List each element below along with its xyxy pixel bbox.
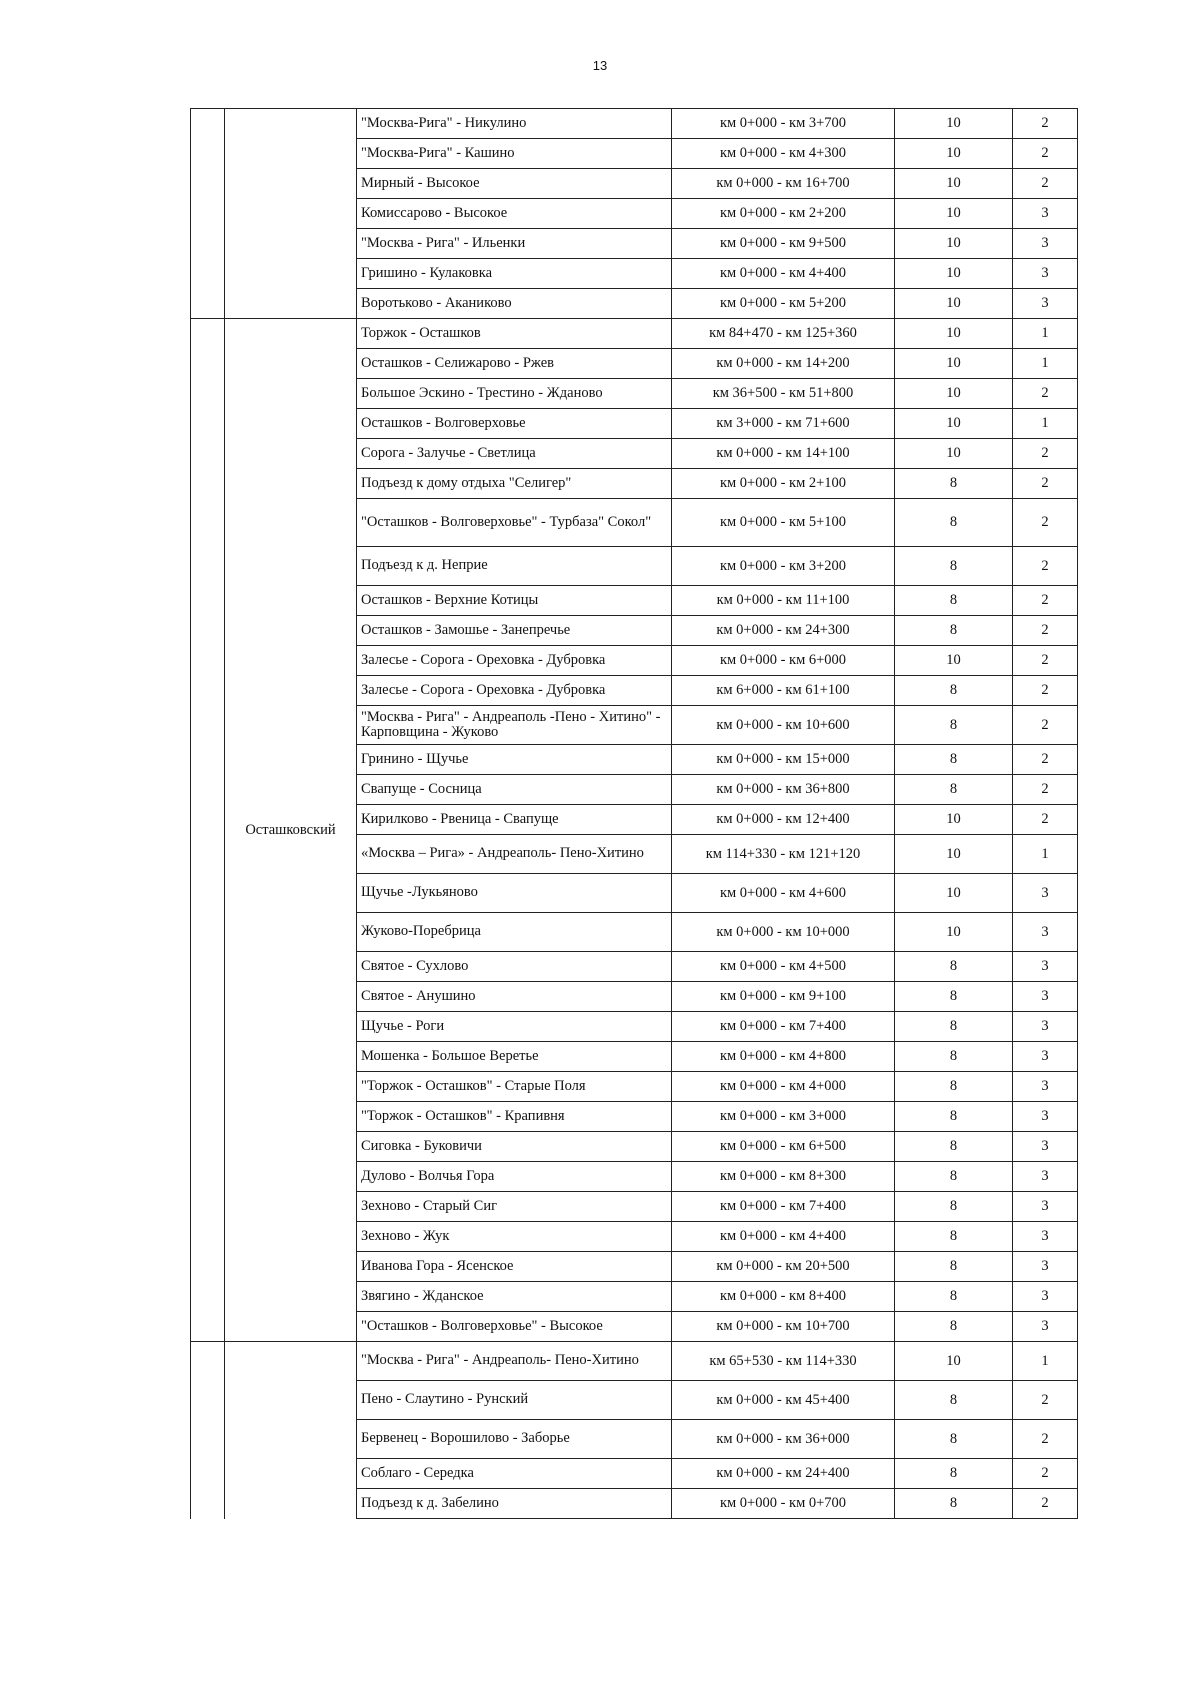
km-range-cell: км 0+000 - км 4+000 xyxy=(672,1072,895,1102)
road-name-cell: Сиговка - Буковичи xyxy=(357,1132,672,1162)
category-cell: 2 xyxy=(1013,1381,1078,1420)
km-range-cell: км 0+000 - км 2+200 xyxy=(672,199,895,229)
road-name-cell: Иванова Гора - Ясенское xyxy=(357,1252,672,1282)
width-cell: 10 xyxy=(895,139,1013,169)
road-name-cell: Святое - Анушино xyxy=(357,982,672,1012)
table-row xyxy=(191,1342,1078,1381)
width-cell: 8 xyxy=(895,616,1013,646)
width-cell: 10 xyxy=(895,109,1013,139)
width-cell: 10 xyxy=(895,349,1013,379)
width-cell: 8 xyxy=(895,1192,1013,1222)
category-cell: 3 xyxy=(1013,874,1078,913)
km-range-cell: км 0+000 - км 6+000 xyxy=(672,646,895,676)
road-name-cell: Осташков - Верхние Котицы xyxy=(357,586,672,616)
category-cell: 2 xyxy=(1013,586,1078,616)
km-range-cell: км 0+000 - км 3+200 xyxy=(672,547,895,586)
width-cell: 8 xyxy=(895,1162,1013,1192)
category-cell: 2 xyxy=(1013,469,1078,499)
width-cell: 8 xyxy=(895,1012,1013,1042)
category-cell: 1 xyxy=(1013,319,1078,349)
road-name-cell: Осташков - Волговерховье xyxy=(357,409,672,439)
width-cell: 10 xyxy=(895,409,1013,439)
road-name-cell: Жуково-Поребрица xyxy=(357,913,672,952)
width-cell: 8 xyxy=(895,745,1013,775)
km-range-cell: км 0+000 - км 3+000 xyxy=(672,1102,895,1132)
category-cell: 2 xyxy=(1013,646,1078,676)
width-cell: 10 xyxy=(895,805,1013,835)
road-name-cell: Подъезд к дому отдыха "Селигер" xyxy=(357,469,672,499)
width-cell: 8 xyxy=(895,1252,1013,1282)
km-range-cell: км 65+530 - км 114+330 xyxy=(672,1342,895,1381)
road-name-cell: Свапуще - Сосница xyxy=(357,775,672,805)
category-cell: 3 xyxy=(1013,1162,1078,1192)
width-cell: 10 xyxy=(895,1342,1013,1381)
km-range-cell: км 84+470 - км 125+360 xyxy=(672,319,895,349)
road-name-cell: Святое - Сухлово xyxy=(357,952,672,982)
category-cell: 2 xyxy=(1013,109,1078,139)
table-row xyxy=(191,109,1078,139)
category-cell: 3 xyxy=(1013,1222,1078,1252)
km-range-cell: км 0+000 - км 24+300 xyxy=(672,616,895,646)
km-range-cell: км 0+000 - км 15+000 xyxy=(672,745,895,775)
width-cell: 10 xyxy=(895,259,1013,289)
road-name-cell: Дулово - Волчья Гора xyxy=(357,1162,672,1192)
category-cell: 3 xyxy=(1013,199,1078,229)
category-cell: 2 xyxy=(1013,775,1078,805)
district-cell xyxy=(225,109,357,319)
road-name-cell: "Торжок - Осташков" - Старые Поля xyxy=(357,1072,672,1102)
road-name-cell: Торжок - Осташков xyxy=(357,319,672,349)
km-range-cell: км 0+000 - км 0+700 xyxy=(672,1489,895,1519)
width-cell: 10 xyxy=(895,379,1013,409)
category-cell: 3 xyxy=(1013,982,1078,1012)
road-name-cell: "Москва - Рига" - Андреаполь -Пено - Хитино" - Карповщина - Жуково xyxy=(357,706,672,745)
category-cell: 3 xyxy=(1013,289,1078,319)
category-cell: 3 xyxy=(1013,1072,1078,1102)
width-cell: 10 xyxy=(895,169,1013,199)
category-cell: 2 xyxy=(1013,706,1078,745)
width-cell: 8 xyxy=(895,1459,1013,1489)
width-cell: 8 xyxy=(895,1222,1013,1252)
km-range-cell: км 0+000 - км 3+700 xyxy=(672,109,895,139)
road-name-cell: Щучье - Роги xyxy=(357,1012,672,1042)
category-cell: 2 xyxy=(1013,379,1078,409)
width-cell: 8 xyxy=(895,586,1013,616)
km-range-cell: км 0+000 - км 8+400 xyxy=(672,1282,895,1312)
road-name-cell: Залесье - Сорога - Ореховка - Дубровка xyxy=(357,646,672,676)
km-range-cell: км 0+000 - км 11+100 xyxy=(672,586,895,616)
km-range-cell: км 0+000 - км 6+500 xyxy=(672,1132,895,1162)
category-cell: 1 xyxy=(1013,409,1078,439)
category-cell: 2 xyxy=(1013,499,1078,547)
road-name-cell: "Торжок - Осташков" - Крапивня xyxy=(357,1102,672,1132)
km-range-cell: км 0+000 - км 4+600 xyxy=(672,874,895,913)
km-range-cell: км 0+000 - км 4+400 xyxy=(672,1222,895,1252)
district-cell: Осташковский xyxy=(225,319,357,1342)
road-name-cell: Осташков - Замошье - Занепречье xyxy=(357,616,672,646)
km-range-cell: км 114+330 - км 121+120 xyxy=(672,835,895,874)
road-name-cell: "Москва-Рига" - Кашино xyxy=(357,139,672,169)
category-cell: 2 xyxy=(1013,676,1078,706)
km-range-cell: км 0+000 - км 4+500 xyxy=(672,952,895,982)
road-name-cell: Звягино - Жданское xyxy=(357,1282,672,1312)
width-cell: 10 xyxy=(895,874,1013,913)
km-range-cell: км 0+000 - км 5+100 xyxy=(672,499,895,547)
road-name-cell: Подъезд к д. Забелино xyxy=(357,1489,672,1519)
category-cell: 2 xyxy=(1013,547,1078,586)
road-name-cell: Зехново - Старый Сиг xyxy=(357,1192,672,1222)
km-range-cell: км 0+000 - км 36+000 xyxy=(672,1420,895,1459)
roads-table xyxy=(190,108,1078,1519)
km-range-cell: км 0+000 - км 36+800 xyxy=(672,775,895,805)
road-name-cell: Комиссарово - Высокое xyxy=(357,199,672,229)
table-row xyxy=(191,319,1078,349)
category-cell: 1 xyxy=(1013,835,1078,874)
category-cell: 2 xyxy=(1013,805,1078,835)
category-cell: 3 xyxy=(1013,229,1078,259)
category-cell: 2 xyxy=(1013,439,1078,469)
category-cell: 3 xyxy=(1013,1192,1078,1222)
width-cell: 8 xyxy=(895,982,1013,1012)
width-cell: 8 xyxy=(895,1102,1013,1132)
km-range-cell: км 0+000 - км 10+600 xyxy=(672,706,895,745)
width-cell: 8 xyxy=(895,1132,1013,1162)
km-range-cell: км 0+000 - км 9+100 xyxy=(672,982,895,1012)
km-range-cell: км 0+000 - км 2+100 xyxy=(672,469,895,499)
km-range-cell: км 0+000 - км 16+700 xyxy=(672,169,895,199)
width-cell: 10 xyxy=(895,835,1013,874)
km-range-cell: км 36+500 - км 51+800 xyxy=(672,379,895,409)
width-cell: 10 xyxy=(895,319,1013,349)
category-cell: 3 xyxy=(1013,1252,1078,1282)
road-name-cell: Гринино - Щучье xyxy=(357,745,672,775)
page-number: 13 xyxy=(592,58,608,73)
group-number-cell xyxy=(191,319,225,1342)
km-range-cell: км 6+000 - км 61+100 xyxy=(672,676,895,706)
km-range-cell: км 0+000 - км 14+200 xyxy=(672,349,895,379)
category-cell: 2 xyxy=(1013,616,1078,646)
km-range-cell: км 0+000 - км 4+800 xyxy=(672,1042,895,1072)
category-cell: 3 xyxy=(1013,1132,1078,1162)
road-name-cell: Соблаго - Середка xyxy=(357,1459,672,1489)
width-cell: 8 xyxy=(895,1042,1013,1072)
road-name-cell: Бервенец - Ворошилово - Заборье xyxy=(357,1420,672,1459)
width-cell: 8 xyxy=(895,1312,1013,1342)
width-cell: 8 xyxy=(895,1420,1013,1459)
km-range-cell: км 0+000 - км 7+400 xyxy=(672,1012,895,1042)
width-cell: 10 xyxy=(895,913,1013,952)
category-cell: 3 xyxy=(1013,1042,1078,1072)
road-name-cell: "Москва-Рига" - Никулино xyxy=(357,109,672,139)
width-cell: 10 xyxy=(895,229,1013,259)
width-cell: 8 xyxy=(895,1489,1013,1519)
category-cell: 3 xyxy=(1013,1282,1078,1312)
km-range-cell: км 0+000 - км 10+000 xyxy=(672,913,895,952)
road-name-cell: Подъезд к д. Неприе xyxy=(357,547,672,586)
category-cell: 2 xyxy=(1013,1420,1078,1459)
road-name-cell: Щучье -Лукьяново xyxy=(357,874,672,913)
width-cell: 10 xyxy=(895,289,1013,319)
km-range-cell: км 0+000 - км 9+500 xyxy=(672,229,895,259)
category-cell: 3 xyxy=(1013,259,1078,289)
road-name-cell: «Москва – Рига» - Андреаполь- Пено-Хитино xyxy=(357,835,672,874)
width-cell: 8 xyxy=(895,469,1013,499)
district-cell xyxy=(225,1342,357,1519)
category-cell: 3 xyxy=(1013,1012,1078,1042)
width-cell: 8 xyxy=(895,499,1013,547)
width-cell: 8 xyxy=(895,775,1013,805)
km-range-cell: км 0+000 - км 45+400 xyxy=(672,1381,895,1420)
group-number-cell xyxy=(191,109,225,319)
width-cell: 10 xyxy=(895,646,1013,676)
road-name-cell: Кирилково - Рвеница - Свапуще xyxy=(357,805,672,835)
category-cell: 2 xyxy=(1013,139,1078,169)
km-range-cell: км 0+000 - км 10+700 xyxy=(672,1312,895,1342)
road-name-cell: Большое Эскино - Трестино - Жданово xyxy=(357,379,672,409)
category-cell: 2 xyxy=(1013,1459,1078,1489)
width-cell: 8 xyxy=(895,706,1013,745)
road-name-cell: "Москва - Рига" - Ильенки xyxy=(357,229,672,259)
category-cell: 2 xyxy=(1013,745,1078,775)
category-cell: 3 xyxy=(1013,1102,1078,1132)
width-cell: 8 xyxy=(895,1072,1013,1102)
road-name-cell: "Осташков - Волговерховье" - Турбаза" Сокол" xyxy=(357,499,672,547)
km-range-cell: км 0+000 - км 12+400 xyxy=(672,805,895,835)
width-cell: 8 xyxy=(895,547,1013,586)
category-cell: 3 xyxy=(1013,913,1078,952)
road-name-cell: Воротьково - Аканиково xyxy=(357,289,672,319)
category-cell: 1 xyxy=(1013,1342,1078,1381)
km-range-cell: км 0+000 - км 20+500 xyxy=(672,1252,895,1282)
road-name-cell: "Москва - Рига" - Андреаполь- Пено-Хитино xyxy=(357,1342,672,1381)
width-cell: 8 xyxy=(895,1381,1013,1420)
category-cell: 1 xyxy=(1013,349,1078,379)
group-number-cell xyxy=(191,1342,225,1519)
road-name-cell: Гришино - Кулаковка xyxy=(357,259,672,289)
road-name-cell: "Осташков - Волговерховье" - Высокое xyxy=(357,1312,672,1342)
width-cell: 8 xyxy=(895,676,1013,706)
km-range-cell: км 0+000 - км 8+300 xyxy=(672,1162,895,1192)
km-range-cell: км 0+000 - км 24+400 xyxy=(672,1459,895,1489)
road-name-cell: Сорога - Залучье - Светлица xyxy=(357,439,672,469)
road-name-cell: Залесье - Сорога - Ореховка - Дубровка xyxy=(357,676,672,706)
road-name-cell: Мирный - Высокое xyxy=(357,169,672,199)
road-name-cell: Пено - Слаутино - Рунский xyxy=(357,1381,672,1420)
km-range-cell: км 0+000 - км 7+400 xyxy=(672,1192,895,1222)
width-cell: 8 xyxy=(895,952,1013,982)
category-cell: 3 xyxy=(1013,952,1078,982)
width-cell: 8 xyxy=(895,1282,1013,1312)
road-name-cell: Зехново - Жук xyxy=(357,1222,672,1252)
km-range-cell: км 0+000 - км 4+400 xyxy=(672,259,895,289)
km-range-cell: км 0+000 - км 5+200 xyxy=(672,289,895,319)
width-cell: 10 xyxy=(895,439,1013,469)
category-cell: 2 xyxy=(1013,1489,1078,1519)
road-name-cell: Осташков - Селижарово - Ржев xyxy=(357,349,672,379)
km-range-cell: км 0+000 - км 14+100 xyxy=(672,439,895,469)
category-cell: 3 xyxy=(1013,1312,1078,1342)
roads-table-body xyxy=(191,109,1078,1519)
km-range-cell: км 3+000 - км 71+600 xyxy=(672,409,895,439)
road-name-cell: Мошенка - Большое Веретье xyxy=(357,1042,672,1072)
category-cell: 2 xyxy=(1013,169,1078,199)
km-range-cell: км 0+000 - км 4+300 xyxy=(672,139,895,169)
width-cell: 10 xyxy=(895,199,1013,229)
